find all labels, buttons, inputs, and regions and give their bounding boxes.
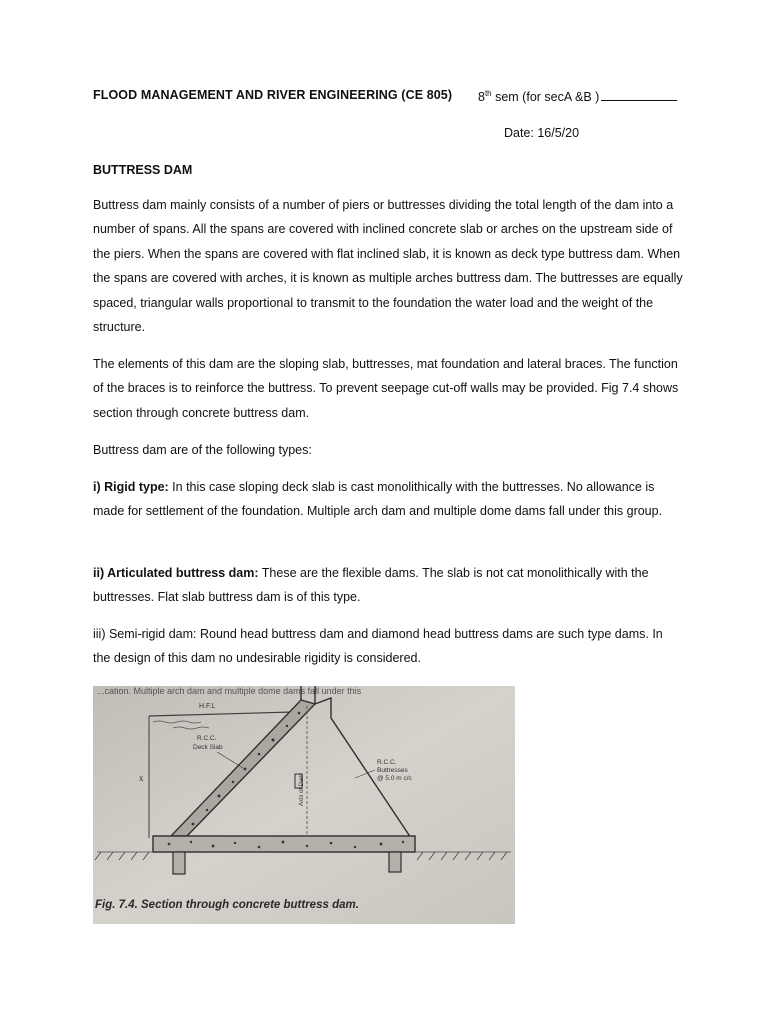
cutoff-wall-downstream: [389, 852, 401, 872]
rcc-buttress-label-3: @ 5.0 m c/c: [377, 775, 412, 782]
rigid-type-label: i) Rigid type:: [93, 480, 169, 494]
buttress-dam-diagram: [93, 686, 515, 924]
blank-underline: [601, 88, 677, 101]
hfl-label: H.F.L: [199, 703, 216, 710]
semester-superscript: th: [484, 88, 492, 98]
figure-photo-buttress-dam: [93, 686, 515, 924]
semi-rigid-text: Round head buttress dam and diamond head buttress dams are such type dams. In the design of this dam no undesirable rigidity is considered.: [93, 627, 663, 666]
cutoff-wall-upstream: [173, 852, 185, 874]
rigid-type-text: In this case sloping deck slab is cast monolithically with the buttresses. No allowance is made for settlement of the foundation. Multiple arch dam and multiple dome dams fall under this group.: [93, 480, 663, 519]
semester-number: 8: [478, 90, 485, 104]
articulated-label: ii) Articulated buttress dam:: [93, 566, 259, 580]
rcc-deck-label-2: Deck Slab: [193, 744, 223, 751]
cropped-top-text: ...cation. Multiple arch dam and multiple dome dams fall under this: [97, 686, 362, 696]
document-date: Date: 16/5/20: [504, 126, 580, 140]
figure-caption: Fig. 7.4. Section through concrete buttress dam.: [95, 899, 359, 911]
rcc-deck-label-1: R.C.C.: [197, 735, 217, 742]
articulated-text: These are the flexible dams. The slab is not cat monolithically with the buttresses. Flat slab buttress dam is of this type.: [93, 566, 649, 605]
rcc-buttress-label-1: R.C.C.: [377, 759, 397, 766]
semi-rigid-label: iii) Semi-rigid dam:: [93, 627, 197, 641]
paragraph-rigid-type: [93, 475, 683, 524]
course-title: FLOOD MANAGEMENT AND RIVER ENGINEERING (CE 805): [93, 88, 453, 102]
mat-foundation: [153, 836, 415, 852]
paragraph-elements: The elements of this dam are the sloping slab, buttresses, mat foundation and lateral braces. The function of the braces is to reinforce the buttress. To prevent seepage cut-off walls may be provided. Fig 7.4 shows section through concrete buttress dam.: [93, 357, 679, 420]
paragraph-types-intro: Buttress dam are of the following types:: [93, 443, 312, 457]
paragraph-semi-rigid: [93, 622, 683, 671]
axis-of-dam-label: Axis of Dam: [299, 773, 305, 806]
rcc-buttress-label-2: Buttresses: [377, 767, 408, 774]
semester-info: [478, 88, 677, 104]
height-x-label: x: [139, 773, 144, 783]
paragraph-intro: Buttress dam mainly consists of a number of piers or buttresses dividing the total length of the dam into a number of spans. All the spans are covered with inclined concrete slab or arches on the upstream side of the piers. When the spans are covered with flat inclined slab, it is known as deck type buttress dam. When the spans are covered with arches, it is known as multiple arches buttress dam. The buttresses are equally spaced, triangular walls proportional to transmit to the foundation the water load and the weight of the structure.: [93, 198, 683, 335]
section-heading: BUTTRESS DAM: [93, 163, 193, 177]
paragraph-articulated: [93, 561, 683, 610]
semester-section: sem (for secA &B ): [491, 90, 600, 104]
